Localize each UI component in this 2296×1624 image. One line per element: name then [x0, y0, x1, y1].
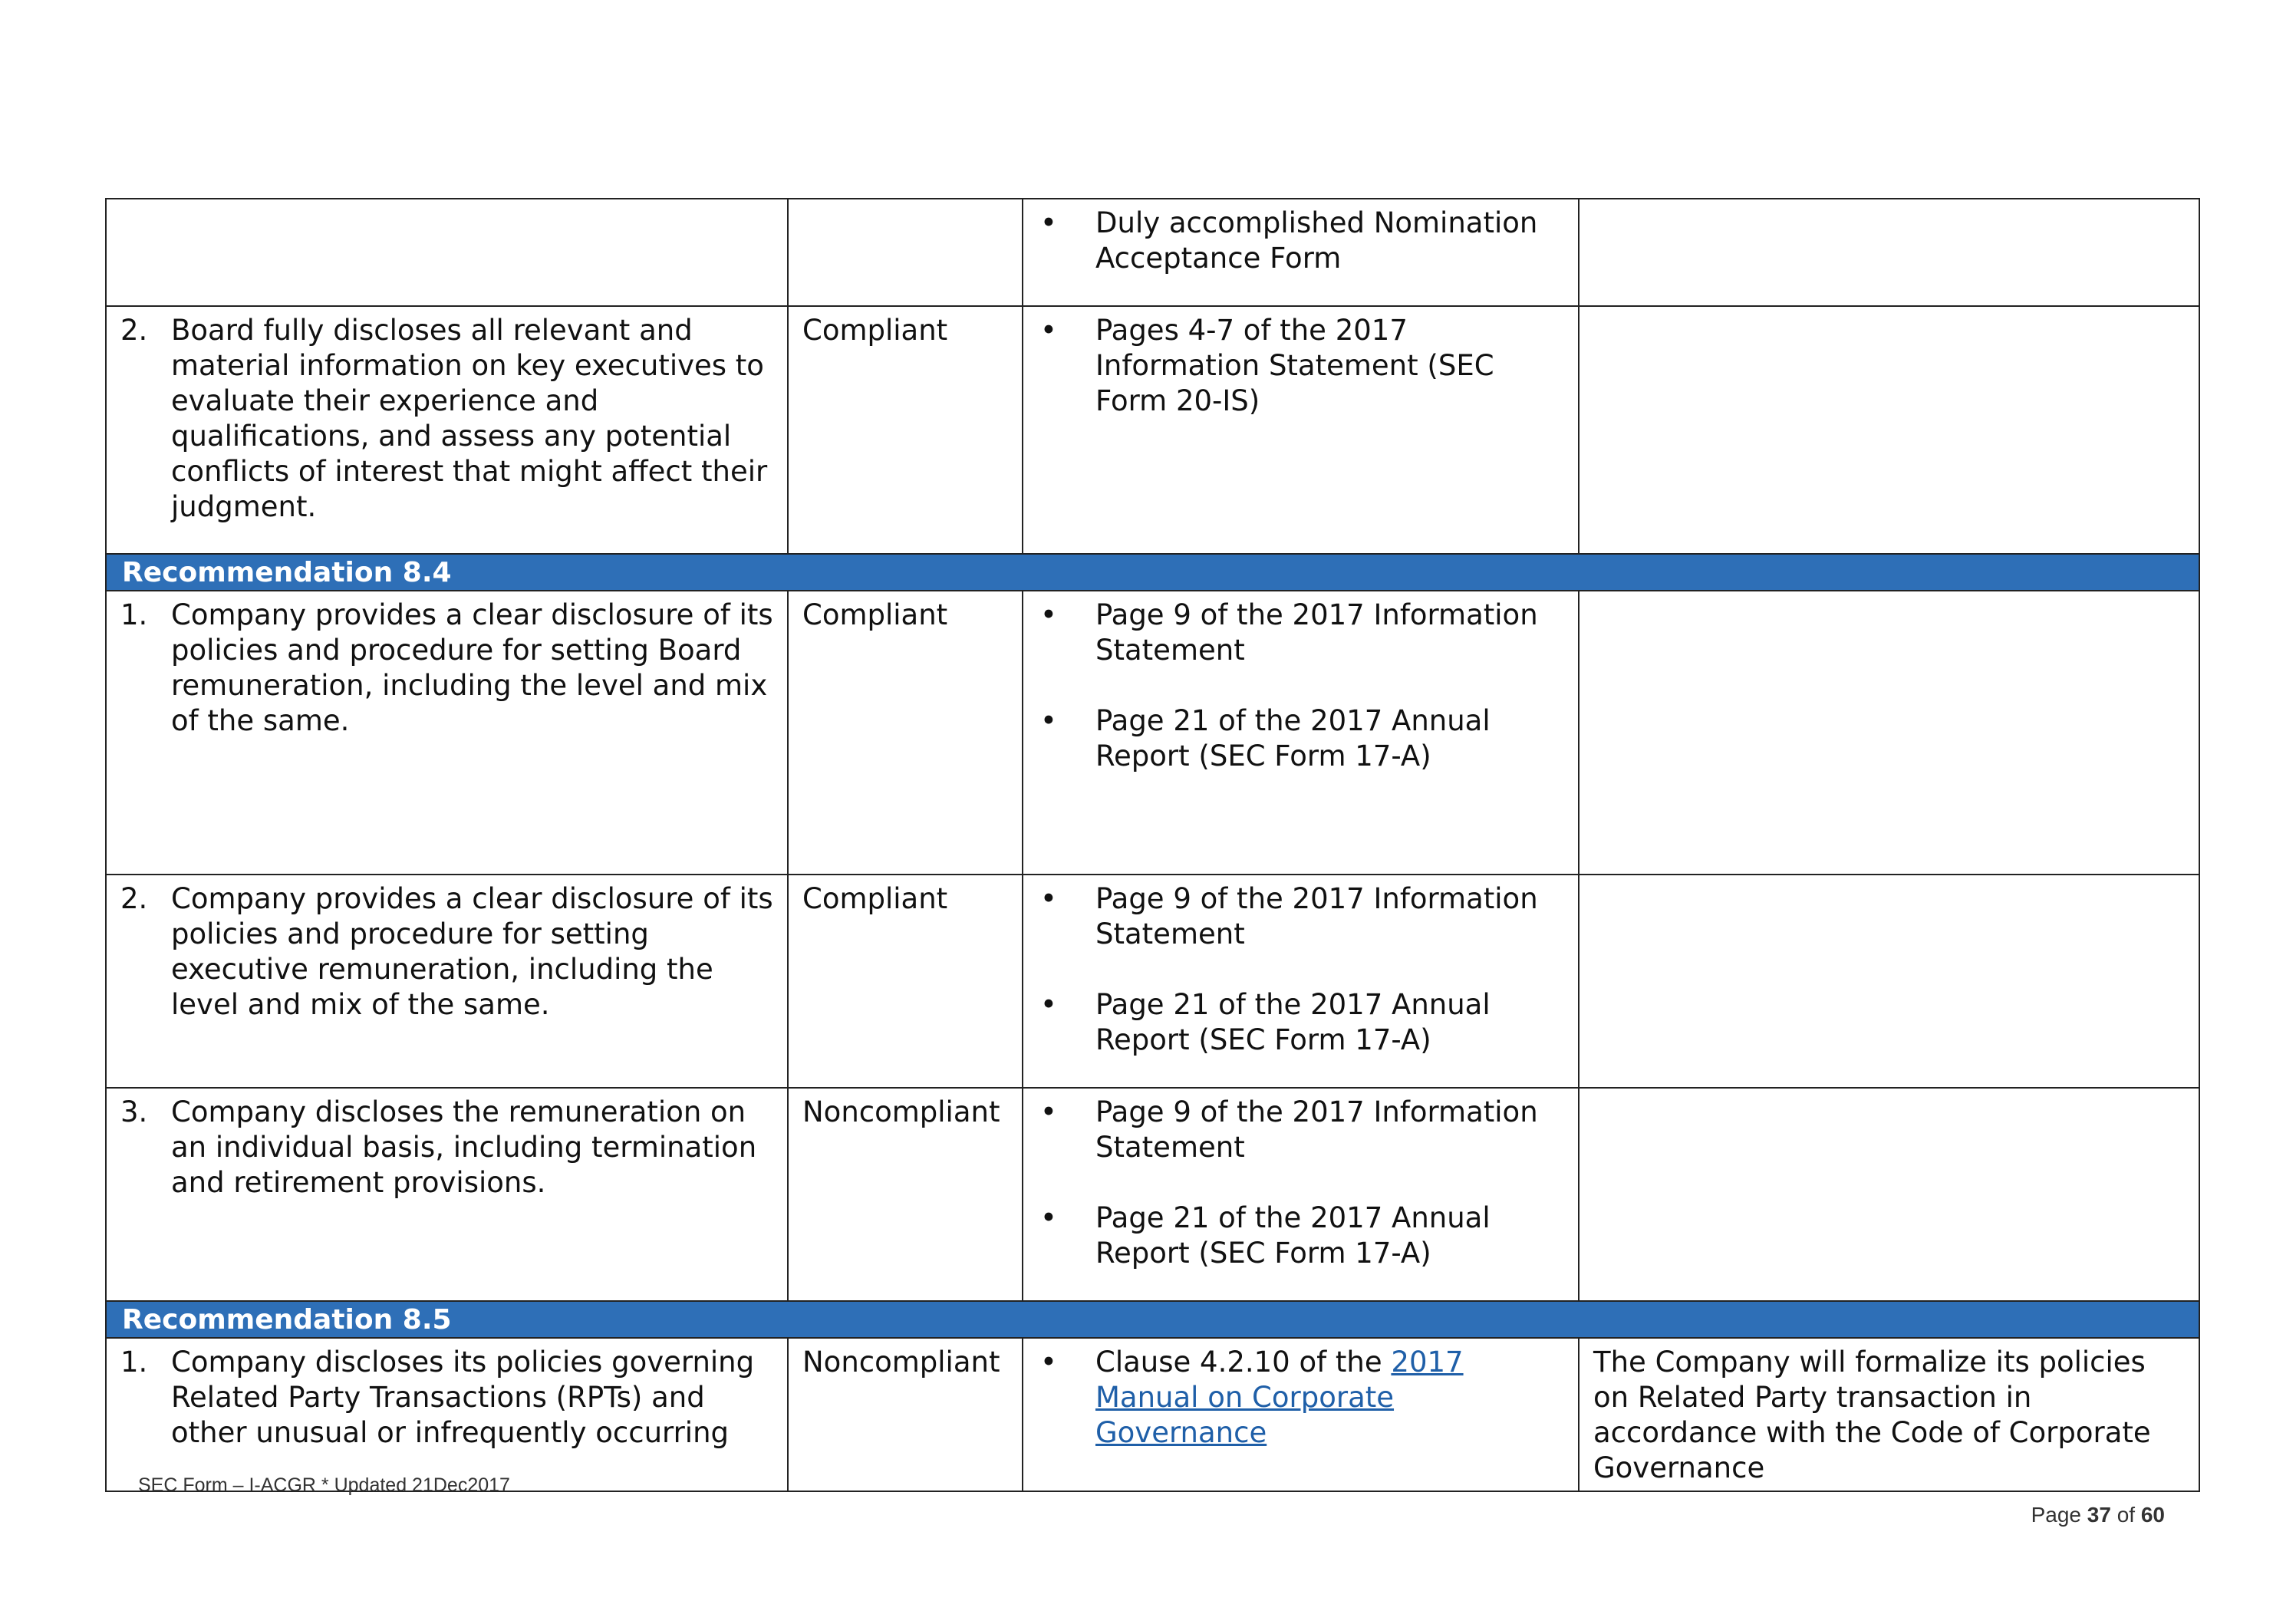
table-row [106, 1338, 2199, 1491]
requirement-number: 3. [120, 1095, 148, 1128]
bullet-icon: • [1040, 1201, 1057, 1234]
explanation-cell [1579, 875, 2199, 1088]
bullet-icon: • [1040, 598, 1057, 631]
bullet-icon: • [1040, 704, 1057, 737]
status-cell: Noncompliant [788, 1338, 1023, 1491]
evidence-item [1037, 1345, 1564, 1451]
explanation-cell: The Company will formalize its policies on Related Party transaction in accordance with the Code of Corporate Governance [1579, 1338, 2199, 1491]
requirement-number: 2. [120, 882, 148, 915]
evidence-item: • Page 21 of the 2017 Annual Report (SEC Form 17-A) [1037, 1201, 1564, 1271]
status-cell [788, 199, 1023, 306]
table-row [106, 306, 2199, 554]
requirement-text: Company discloses its policies governing Related Party Transactions (RPTs) and other unusual or infrequently occurring [171, 1346, 755, 1449]
recommendation-heading: Recommendation 8.5 [106, 1301, 2199, 1338]
evidence-item: • Page 9 of the 2017 Information Statement [1037, 881, 1564, 952]
bullet-icon: • [1040, 206, 1057, 239]
requirement-cell [106, 1338, 788, 1491]
requirement-cell [106, 875, 788, 1088]
requirement-text: Company provides a clear disclosure of its policies and procedure for setting executive remuneration, including the level and mix of the same. [171, 882, 773, 1021]
requirement-number: 2. [120, 314, 148, 347]
bullet-icon: • [1040, 882, 1057, 915]
bullet-icon: • [1040, 1095, 1057, 1128]
requirement-cell [106, 591, 788, 875]
status-cell: Compliant [788, 591, 1023, 875]
page-word: Page [2031, 1503, 2081, 1527]
requirement-number: 1. [120, 1346, 148, 1379]
footer-form-label: SEC Form – I-ACGR * Updated 21Dec2017 [138, 1474, 510, 1496]
manual-corporate-governance-link[interactable]: 2017 Manual on Corporate Governance [1095, 1346, 1464, 1449]
evidence-item: • Page 21 of the 2017 Annual Report (SEC Form 17-A) [1037, 703, 1564, 774]
requirement-cell [106, 306, 788, 554]
page-of: of [2116, 1503, 2136, 1527]
bullet-icon: • [1040, 314, 1057, 347]
evidence-item: • Page 9 of the 2017 Information Statement [1037, 598, 1564, 668]
recommendation-heading-row [106, 1301, 2199, 1338]
compliance-table [105, 198, 2200, 1492]
evidence-cell [1023, 199, 1579, 306]
recommendation-heading-row [106, 554, 2199, 591]
table-row [106, 875, 2199, 1088]
evidence-cell [1023, 591, 1579, 875]
bullet-icon: • [1040, 1346, 1057, 1379]
status-cell: Noncompliant [788, 1088, 1023, 1301]
evidence-item: • Pages 4-7 of the 2017 Information Statement (SEC Form 20-IS) [1037, 313, 1564, 419]
recommendation-heading: Recommendation 8.4 [106, 554, 2199, 591]
evidence-cell [1023, 306, 1579, 554]
evidence-cell [1023, 875, 1579, 1088]
requirement-text: Company discloses the remuneration on an individual basis, including termination and retirement provisions. [171, 1095, 757, 1199]
evidence-cell [1023, 1338, 1579, 1491]
requirement-text: Board fully discloses all relevant and material information on key executives to evaluate their experience and qualifications, and assess any potential conflicts of interest that might affect their judgment. [171, 314, 768, 523]
status-cell: Compliant [788, 306, 1023, 554]
evidence-prefix: Clause 4.2.10 of the [1095, 1346, 1392, 1379]
table-row [106, 591, 2199, 875]
status-cell: Compliant [788, 875, 1023, 1088]
bullet-icon: • [1040, 988, 1057, 1021]
explanation-cell [1579, 199, 2199, 306]
evidence-item: • Duly accomplished Nomination Acceptance Form [1037, 206, 1564, 276]
explanation-cell [1579, 306, 2199, 554]
evidence-item: • Page 9 of the 2017 Information Statement [1037, 1095, 1564, 1165]
table-row [106, 199, 2199, 306]
page-number [2031, 1503, 2165, 1527]
requirement-cell [106, 1088, 788, 1301]
table-row [106, 1088, 2199, 1301]
page-total: 60 [2140, 1503, 2165, 1527]
requirement-cell [106, 199, 788, 306]
requirement-number: 1. [120, 598, 148, 631]
requirement-text: Company provides a clear disclosure of its policies and procedure for setting Board remuneration, including the level and mix of the same. [171, 598, 773, 737]
evidence-item: • Page 21 of the 2017 Annual Report (SEC Form 17-A) [1037, 987, 1564, 1058]
page-current: 37 [2087, 1503, 2111, 1527]
evidence-cell [1023, 1088, 1579, 1301]
explanation-cell [1579, 1088, 2199, 1301]
explanation-cell [1579, 591, 2199, 875]
